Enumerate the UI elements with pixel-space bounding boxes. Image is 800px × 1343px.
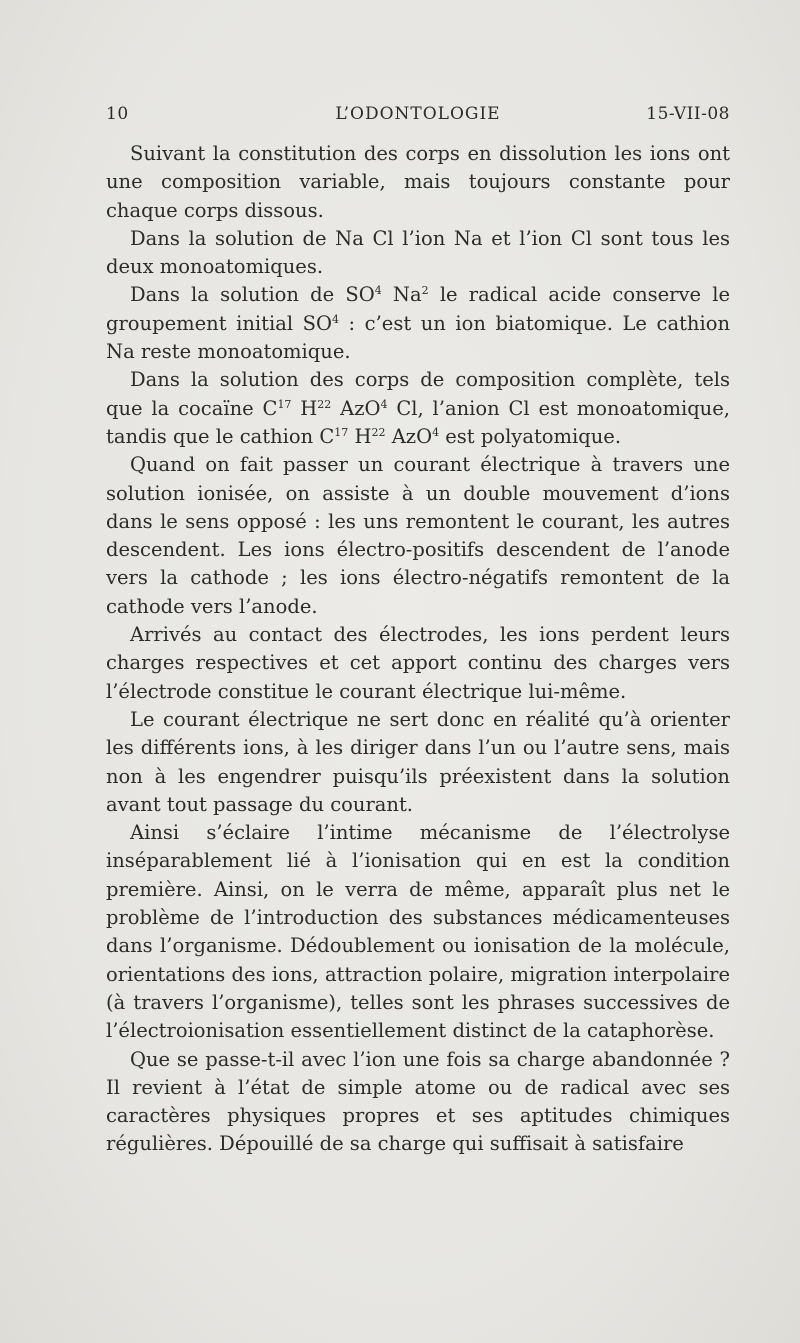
running-header: [106, 104, 730, 132]
paragraph: Dans la solution de Na Cl l’ion Na et l’ion Cl sont tous les deux monoatomiques.: [106, 226, 730, 279]
paragraph: Que se passe-t-il avec l’ion une fois sa charge abandonnée ? Il revient à l’état de simple atome ou de radical avec ses caractères physiques propres et ses aptitudes chimiques régulières. Dépouillé de sa charge qui suffisait à satisfaire: [106, 1047, 730, 1156]
paragraph: Dans la solution de $SO^4$ Na$^2$ le radical acide conserve le groupement initial $SO^4$ : c’est un ion biatomique. Le cathion Na reste monoatomique.: [106, 283, 731, 364]
paragraph: Le courant électrique ne sert donc en réalité qu’à orienter les différents ions, à les diriger dans l’un ou l’autre sens, mais non à les engendrer puisqu’ils préexistent dans la solution avant tout passage du courant.: [106, 707, 730, 816]
paragraph: Dans la solution des corps de composition complète, tels que la cocaïne $C^{17}$ $H^{22}$ AzO$^4$ Cl, l’anion Cl est monoatomique, tandis que le cathion $C^{17}$ $H^{22}$ AzO$^4$ est polyatomique.: [106, 368, 730, 448]
body-text: [106, 140, 730, 1159]
journal-title: L’ODONTOLOGIE: [335, 104, 501, 124]
paragraph: Suivant la constitution des corps en dissolution les ions ont une composition variable, mais toujours constante pour chaque corps dissous.: [106, 142, 730, 222]
paragraph: Arrivés au contact des électrodes, les ions perdent leurs charges respectives et cet apport continu des charges vers l’électrode constitue le courant électrique lui-même.: [106, 623, 730, 703]
paragraph: Quand on fait passer un courant électrique à travers une solution ionisée, on assiste à un double mouvement d’ions dans le sens opposé : les uns remontent le courant, les autres descendent. Les ions électro-positifs descendent de l’anode vers la cathode ; les ions électro-négatifs remontent de la cathode vers l’anode.: [106, 453, 730, 618]
paragraph: Ainsi s’éclaire l’intime mécanisme de l’électrolyse inséparablement lié à l’ionisation qui en est la condition première. Ainsi, on le verra de même, apparaît plus net le problème de l’introduction des substances médicamenteuses dans l’organisme. Dédoublement ou ionisation de la molécule, orientations des ions, attraction polaire, migration interpolaire (à travers l’organisme), telles sont les phrases successives de l’électroionisation essentiellement distinct de la cataphorèse.: [106, 821, 730, 1043]
issue-date: 15-VII-08: [646, 104, 730, 124]
page-number: 10: [106, 104, 129, 124]
